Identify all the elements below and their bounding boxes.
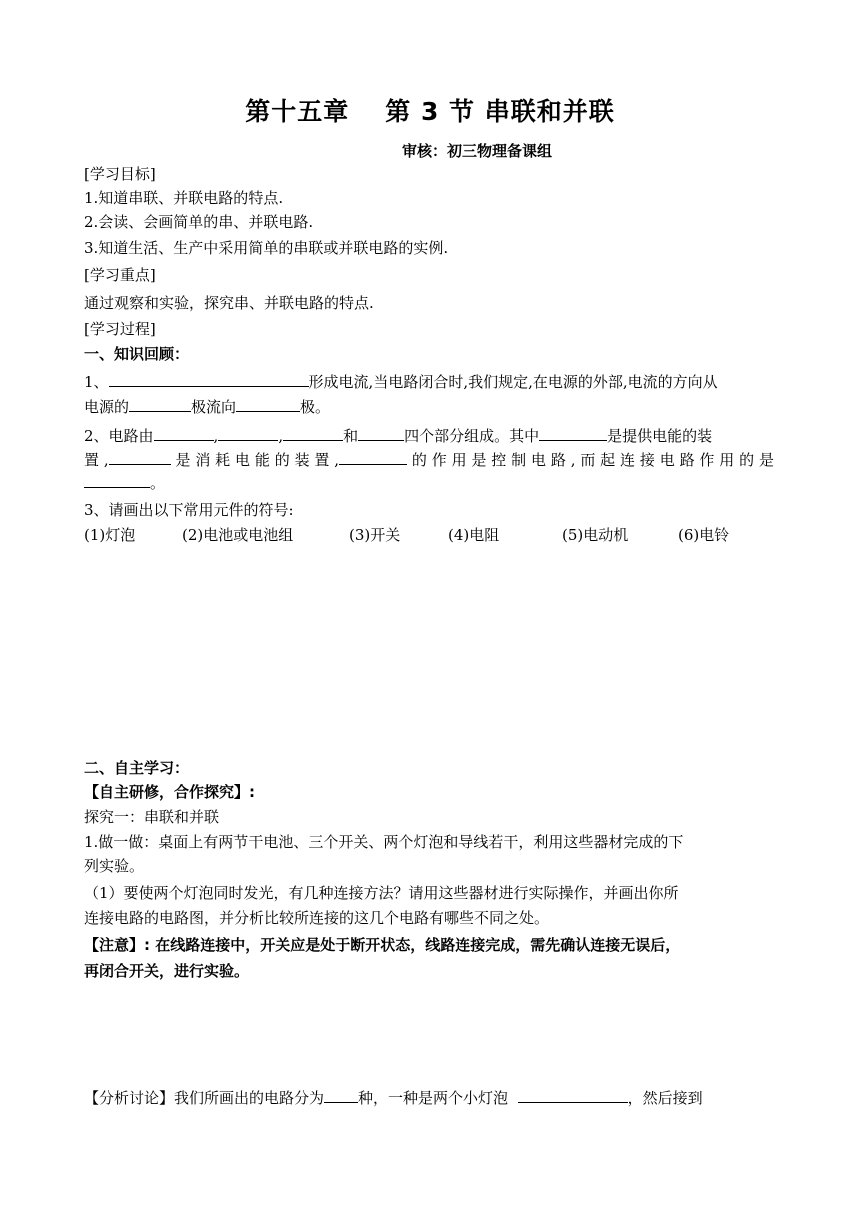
symbol-label-bell: (6)电铃 — [678, 526, 730, 544]
analysis-line: 【分析讨论】我们所画出的电路分为 种，一种是两个小灯泡 ，然后接到 — [84, 1086, 703, 1109]
reviewer-credit: 审核：初三物理备课组 — [402, 142, 553, 160]
note-line2: 再闭合开关，进行实验。 — [84, 962, 250, 980]
answer-blank[interactable] — [518, 1086, 628, 1103]
symbol-label-motor: (5)电动机 — [562, 526, 629, 544]
symbol-label-battery: (2)电池或电池组 — [182, 526, 294, 544]
answer-blank[interactable] — [84, 471, 150, 488]
objective-item: 1.知道串联、并联电路的特点. — [84, 189, 284, 207]
task1-line2: 列实验。 — [84, 857, 145, 875]
objectives-heading: [学习目标] — [84, 165, 156, 183]
self-study-heading: 二、自主学习： — [84, 759, 190, 777]
note-line1: 【注意】: 在线路连接中，开关应是处于断开状态，线路连接完成，需先确认连接无误后， — [84, 936, 681, 954]
symbol-label-switch: (3)开关 — [349, 526, 401, 544]
answer-blank[interactable] — [109, 370, 309, 387]
answer-blank[interactable] — [539, 424, 607, 441]
question1-line2: 连接电路的电路图，并分析比较所连接的这几个电路有哪些不同之处。 — [84, 909, 550, 927]
section-title: 第 3 节 串联和并联 — [385, 97, 615, 126]
symbol-label-bulb: (1)灯泡 — [84, 526, 136, 544]
answer-blank[interactable] — [283, 424, 343, 441]
question1-line1: （1）要使两个灯泡同时发光，有几种连接方法？请用这些器材进行实际操作，并画出你所 — [84, 884, 679, 902]
review-q1-line2: 电源的 极流向 极。 — [84, 395, 330, 418]
objective-item: 3.知道生活、生产中采用简单的串联或并联电路的实例. — [84, 239, 449, 257]
review-q2-line1: 2、电路由 , , 和 四个部分组成。其中 是提供电能的装 — [84, 424, 712, 447]
self-study-subheading: 【自主研修，合作探究】: — [84, 783, 255, 801]
answer-blank[interactable] — [358, 424, 404, 441]
task1-line1: 1.做一做：桌面上有两节干电池、三个开关、两个灯泡和导线若干，利用这些器材完成的下 — [84, 833, 684, 851]
chapter-title: 第十五章 — [245, 97, 350, 126]
review-q2-line2: 置, 是消耗电能的装置, 的作用是控制电路,而起连接电路作用的是 — [84, 448, 774, 471]
process-heading: [学习过程] — [84, 320, 156, 338]
answer-blank[interactable] — [109, 448, 171, 465]
focus-heading: [学习重点] — [84, 266, 156, 284]
answer-blank[interactable] — [339, 448, 407, 465]
answer-blank[interactable] — [129, 395, 191, 412]
answer-blank[interactable] — [236, 395, 300, 412]
explore-title: 探究一：串联和并联 — [84, 808, 220, 826]
objective-item: 2.会读、会画简单的串、并联电路. — [84, 213, 314, 231]
answer-blank[interactable] — [324, 1086, 358, 1103]
page-title — [0, 92, 860, 128]
review-q3: 3、请画出以下常用元件的符号: — [84, 501, 294, 519]
answer-blank[interactable] — [154, 424, 214, 441]
answer-blank[interactable] — [218, 424, 278, 441]
review-q1-line1: 1、 形成电流,当电路闭合时,我们规定,在电源的外部,电流的方向从 — [84, 370, 718, 393]
symbol-label-resistor: (4)电阻 — [448, 526, 500, 544]
review-q2-line3: 。 — [84, 471, 165, 494]
focus-text: 通过观察和实验，探究串、并联电路的特点. — [84, 294, 374, 312]
review-heading: 一、知识回顾： — [84, 345, 190, 363]
